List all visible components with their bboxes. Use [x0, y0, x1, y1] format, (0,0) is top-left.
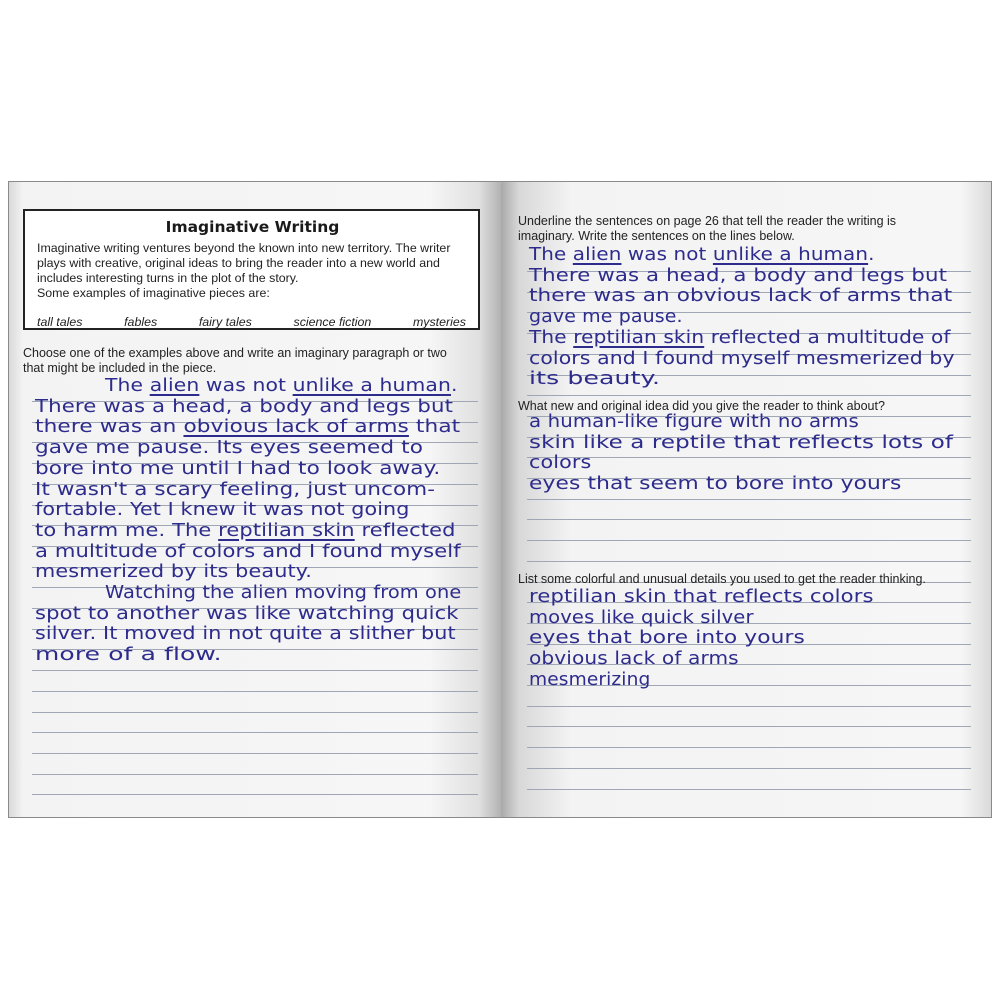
left-prompt [23, 346, 447, 376]
handwritten-text: was not [199, 375, 293, 396]
ruled-line [527, 747, 971, 748]
handwritten-line [35, 604, 459, 624]
example-item: mysteries [412, 315, 466, 329]
ruled-line [527, 395, 971, 396]
handwritten-line [529, 587, 874, 607]
handwritten-text: silver. It moved in not quite a slither but [35, 623, 456, 645]
handwritten-text: more of a flow. [35, 644, 222, 666]
ruled-line [32, 712, 478, 713]
box-line: includes interesting turns in the plot of the story. [37, 271, 299, 285]
handwritten-line [529, 286, 952, 306]
underlined-phrase: obvious lack of arms [183, 416, 409, 438]
prompt-line: that might be included in the piece. [23, 361, 217, 375]
ruled-line [527, 457, 971, 458]
handwritten-text: a human-like figure with no arms [529, 411, 859, 432]
handwritten-line [35, 417, 460, 437]
ruled-line [527, 768, 971, 769]
example-item: science fiction [293, 315, 372, 329]
handwritten-text: It wasn't a scary feeling, just uncom- [35, 478, 436, 500]
box-line: plays with creative, original ideas to bring the reader into a new world and [37, 256, 440, 270]
handwritten-text: skin like a reptile that reflects lots of [529, 431, 954, 453]
handwritten-line [529, 328, 951, 348]
box-line: Imaginative writing ventures beyond the known into new territory. The writer [37, 241, 451, 255]
example-item: fables [124, 315, 158, 329]
handwritten-line [35, 521, 456, 541]
handwritten-line [529, 412, 859, 432]
handwritten-text: that [408, 416, 461, 438]
colorful-details-prompt: List some colorful and unusual details you used to get the reader thinking. [518, 572, 926, 586]
ruled-line [32, 774, 478, 775]
ruled-line [527, 789, 971, 790]
handwritten-text: There was a head, a body and legs but [529, 264, 948, 286]
handwritten-text: eyes that seem to bore into yours [529, 473, 902, 495]
underlined-phrase: alien [149, 375, 200, 396]
handwritten-line [105, 583, 461, 603]
handwritten-line [35, 542, 461, 562]
underlined-phrase: unlike a human [712, 244, 869, 265]
prompt-line: Choose one of the examples above and write an imaginary paragraph or two [23, 346, 447, 360]
handwritten-text: reflected [354, 519, 456, 541]
handwritten-text: The [105, 375, 150, 396]
handwritten-text: to harm me. The [35, 519, 219, 541]
underlined-phrase: reptilian skin [573, 326, 705, 348]
ruled-line [527, 726, 971, 727]
handwritten-text: mesmerizing [529, 668, 651, 690]
handwritten-text: colors and I found myself mesmerized by [529, 347, 955, 369]
prompt-line: Underline the sentences on page 26 that tell the reader the writing is [518, 214, 897, 228]
handwritten-text: moves like quick silver [529, 606, 754, 628]
ruled-line [527, 561, 971, 562]
handwritten-line [529, 307, 683, 327]
example-item: tall tales [37, 315, 83, 329]
handwritten-text: mesmerized by its beauty. [35, 561, 312, 583]
handwritten-line [35, 397, 453, 417]
handwritten-text: spot to another was like watching quick [35, 602, 459, 624]
imaginative-writing-box [23, 209, 480, 330]
open-workbook [8, 181, 992, 818]
prompt-line: imaginary. Write the sentences on the lines below. [518, 229, 795, 243]
handwritten-line [529, 474, 901, 494]
handwritten-line [35, 438, 423, 458]
examples-list [37, 315, 468, 329]
handwritten-line [35, 500, 410, 520]
handwritten-line [529, 349, 955, 369]
ruled-line [527, 499, 971, 500]
ruled-line [32, 753, 478, 754]
handwritten-line [529, 433, 953, 453]
example-item: fairy tales [198, 315, 252, 329]
handwritten-line [35, 645, 222, 665]
ruled-line [527, 706, 971, 707]
handwritten-text: reptilian skin that reflects colors [529, 586, 874, 607]
handwritten-line [105, 376, 458, 396]
handwritten-text: . [868, 244, 875, 265]
handwritten-text: obvious lack of arms [529, 648, 739, 670]
underlined-phrase: alien [572, 244, 622, 265]
box-description [37, 241, 468, 301]
handwritten-line [35, 459, 440, 479]
handwritten-text: The [529, 326, 574, 348]
handwritten-line [35, 480, 435, 500]
handwritten-text: a multitude of colors and I found myself [35, 540, 461, 562]
original-idea-prompt: What new and original idea did you give the reader to think about? [518, 399, 885, 413]
handwritten-line [529, 649, 739, 669]
handwritten-text: bore into me until I had to look away. [35, 457, 441, 479]
handwritten-text: reflected a multitude of [704, 326, 951, 348]
underlined-phrase: unlike a human [292, 375, 451, 396]
underline-prompt [518, 214, 896, 244]
ruled-line [32, 794, 478, 795]
handwritten-text: Watching the alien moving from one [105, 582, 462, 603]
ruled-line [32, 691, 478, 692]
handwritten-line [35, 562, 312, 582]
handwritten-text: gave me pause. [529, 306, 683, 328]
right-page [501, 182, 992, 817]
handwritten-text: . [450, 375, 458, 396]
ruled-line [527, 519, 971, 520]
handwritten-line [529, 245, 875, 265]
handwritten-line [529, 266, 947, 286]
ruled-line [32, 732, 478, 733]
left-page [9, 182, 501, 817]
handwritten-text: gave me pause. Its eyes seemed to [35, 437, 424, 459]
ruled-line [527, 540, 971, 541]
handwritten-line [529, 369, 660, 389]
ruled-line [32, 670, 478, 671]
box-title: Imaginative Writing [165, 218, 340, 236]
handwritten-text: its beauty. [529, 368, 661, 390]
handwritten-line [529, 608, 754, 628]
handwritten-line [529, 670, 650, 690]
handwritten-line [529, 628, 805, 648]
handwritten-text: The [529, 244, 573, 265]
underlined-phrase: reptilian skin [218, 519, 355, 541]
box-line: Some examples of imaginative pieces are: [37, 286, 270, 300]
handwritten-text: There was a head, a body and legs but [35, 395, 454, 417]
handwritten-text: colors [529, 452, 592, 474]
handwritten-text: fortable. Yet I knew it was not going [35, 499, 410, 521]
handwritten-line [35, 624, 456, 644]
handwritten-text: eyes that bore into yours [529, 627, 805, 649]
handwritten-text: there was an obvious lack of arms that [529, 285, 953, 307]
handwritten-text: was not [621, 244, 713, 265]
handwritten-line [529, 453, 591, 473]
handwritten-text: there was an [35, 416, 184, 438]
